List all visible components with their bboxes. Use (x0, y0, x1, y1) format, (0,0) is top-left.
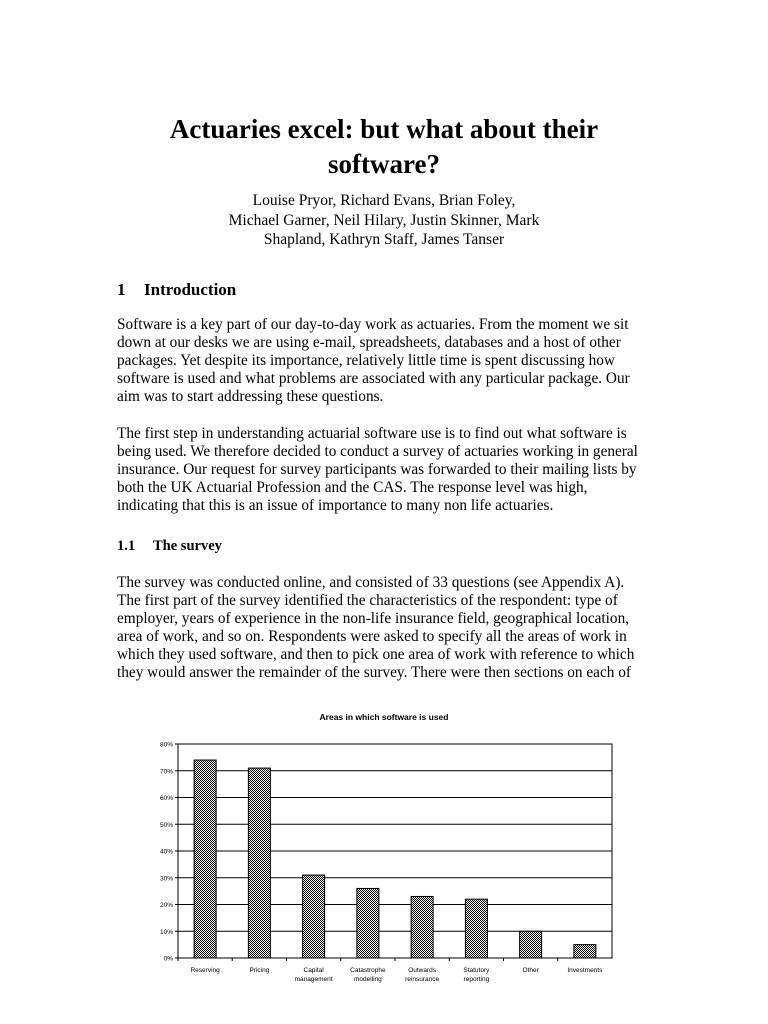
bar (465, 899, 487, 958)
bar (411, 896, 433, 958)
y-tick-label: 50% (159, 821, 173, 829)
text-line: The first step in understanding actuarial software use is to find out what software is (117, 425, 627, 442)
author-line: Shapland, Kathryn Staff, James Tanser (263, 231, 505, 248)
text-line: indicating that this is an issue of importance to many non life actuaries. (117, 497, 554, 514)
text-line: insurance. Our request for survey participants was forwarded to their mailing lists by (117, 461, 637, 478)
x-tick-label: Pricing (249, 967, 270, 974)
survey-paragraph (117, 574, 657, 682)
y-tick-label: 40% (159, 848, 173, 856)
y-tick-label: 60% (159, 795, 173, 802)
y-tick-label: 70% (159, 768, 173, 776)
text-line: both the UK Actuarial Profession and the CAS. The response level was high, (117, 479, 588, 496)
text-line: down at our desks we are using e-mail, spreadsheets, databases and a host of other (117, 334, 621, 351)
bar (303, 875, 325, 958)
text-line: area of work, and so on. Respondents were asked to specify all the areas of work in (117, 628, 627, 645)
chart-title: Areas in which software is used (319, 712, 449, 722)
x-tick-label: Statutory reporting (463, 967, 490, 983)
subsection-number: 1.1 (117, 538, 136, 554)
section-heading (117, 280, 236, 300)
text-line: employer, years of experience in the non-life insurance field, geographical location, (117, 610, 630, 627)
y-tick-label: 30% (159, 875, 173, 883)
text-line: they would answer the remainder of the survey. There were then sections on each of (117, 664, 631, 681)
section-number: 1 (117, 280, 126, 299)
bar (574, 945, 596, 958)
subsection-heading (117, 538, 222, 555)
section-title: Introduction (144, 280, 237, 299)
x-tick-label: Investments (567, 967, 603, 974)
y-tick-label: 20% (159, 902, 173, 909)
bar-chart (0, 700, 768, 1000)
y-tick-label: 0% (163, 955, 173, 963)
y-tick-label: 10% (159, 928, 173, 936)
subsection-title: The survey (153, 538, 222, 554)
title-line: software? (328, 149, 440, 179)
text-line: being used. We therefore decided to conduct a survey of actuaries working in general (117, 443, 638, 460)
x-tick-label: Other (522, 967, 539, 974)
author-list (150, 191, 618, 250)
text-line: Software is a key part of our day-to-day work as actuaries. From the moment we sit (117, 316, 629, 333)
x-tick-label: Outwards reinsurance (405, 967, 440, 983)
bar (248, 768, 270, 958)
intro-paragraph-2 (117, 425, 657, 515)
intro-paragraph-1 (117, 316, 657, 406)
paper-title (100, 112, 668, 182)
text-line: software is used and what problems are associated with any particular package. Our (117, 370, 630, 387)
text-line: The survey was conducted online, and consisted of 33 questions (see Appendix A). (117, 574, 625, 591)
author-line: Louise Pryor, Richard Evans, Brian Foley, (252, 192, 516, 209)
title-line: Actuaries excel: but what about their (169, 114, 599, 144)
x-tick-label: Reserving (190, 967, 220, 974)
bar (194, 760, 216, 958)
text-line: The first part of the survey identified the characteristics of the respondent: type of (117, 592, 618, 609)
text-line: aim was to start addressing these questions. (117, 388, 384, 405)
text-line: which they used software, and then to pick one area of work with reference to which (117, 646, 635, 663)
bar (357, 888, 379, 958)
x-tick-label: Capital management (294, 967, 333, 983)
x-tick-label: Catastrophe modelling (350, 967, 386, 983)
bar (520, 931, 542, 958)
y-tick-label: 80% (159, 741, 173, 749)
author-line: Michael Garner, Neil Hilary, Justin Skinner, Mark (228, 211, 540, 229)
text-line: packages. Yet despite its importance, relatively little time is spent discussing how (117, 352, 615, 369)
